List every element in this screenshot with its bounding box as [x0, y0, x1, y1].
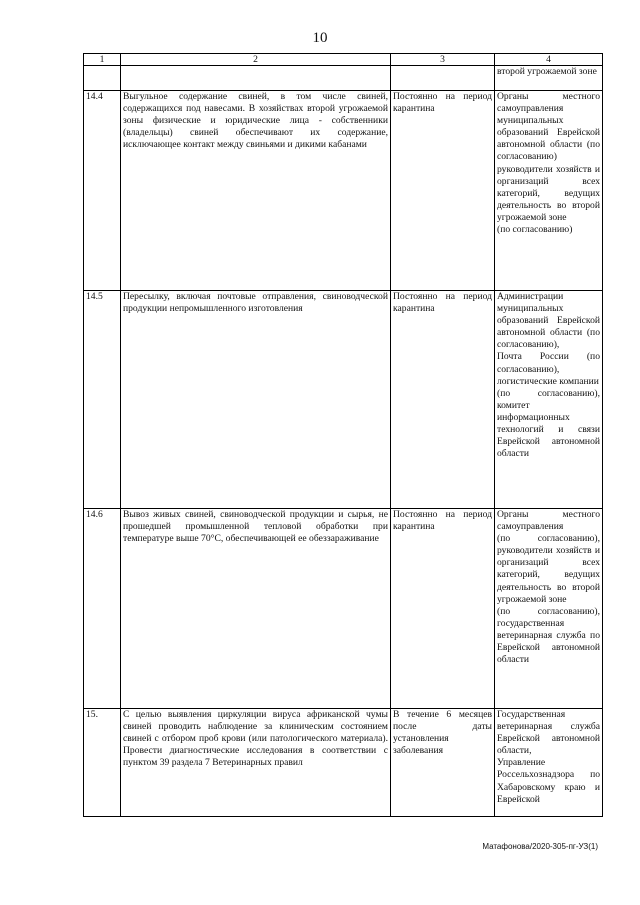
row-responsible: [495, 291, 603, 509]
header-col-4: 4: [495, 54, 603, 66]
responsible-line: Почта России (по согласованию), логистические компании: [497, 351, 600, 387]
page-number: 10: [312, 30, 328, 46]
row-measure: Вывоз живых свиней, свиноводческой продукции и сырья, не прошедшей промышленной тепловой обработки при температуре выше 70°С, обеспечивающей ее обеззараживание: [121, 509, 391, 709]
header-row: [84, 54, 603, 66]
row-number: 14.6: [84, 509, 121, 709]
continuation-responsible: второй угрожаемой зоне: [495, 66, 603, 91]
responsible-line: (по согласованию), руководители хозяйств и организаций всех категорий, ведущих деятельность во второй угрожаемой зоне: [497, 533, 600, 605]
row-number: 14.4: [84, 91, 121, 291]
row-measure: С целью выявления циркуляции вируса африканской чумы свиней проводить наблюдение за клиническим состоянием свиней с отбором проб крови (или патологического материала). Провести диагностические исследования в соответствии с пунктом 39 раздела 7 Ветеринарных правил: [121, 709, 391, 817]
header-col-3: 3: [391, 54, 495, 66]
table-row-continuation: [84, 66, 603, 91]
row-responsible: [495, 709, 603, 817]
table-row: [84, 291, 603, 509]
responsible-line: Администрации муниципальных образований Еврейской автономной области (по согласованию),: [497, 291, 600, 351]
responsible-line: (по согласованию), комитет информационных технологий и связи Еврейской автономной области: [497, 387, 600, 460]
row-measure: Выгульное содержание свиней, в том числе свиней, содержащихся под навесами. В хозяйствах второй угрожаемой зоны физические и юридические лица - собственники (владельцы) свиней обеспечивают их содержание, исключающее контакт между свиньями и дикими кабанами: [121, 91, 391, 291]
table-row: [84, 509, 603, 709]
measures-table: [83, 53, 603, 817]
row-responsible: [495, 509, 603, 709]
row-term: В течение 6 месяцев после даты установления заболевания: [391, 709, 495, 817]
responsible-line: Управление Россельхознадзора по Хабаровскому краю и Еврейской: [497, 757, 600, 805]
responsible-line: руководители хозяйств и организаций всех категорий, ведущих деятельность во второй угрожаемой зоне: [497, 163, 600, 223]
row-number: 15.: [84, 709, 121, 817]
table-row: [84, 91, 603, 291]
responsible-line: Государственная ветеринарная служба Еврейской автономной области,: [497, 709, 600, 757]
responsible-line: (по согласованию): [497, 224, 573, 236]
row-responsible: [495, 91, 603, 291]
header-col-1: 1: [84, 54, 121, 66]
row-term: Постоянно на период карантина: [391, 91, 495, 291]
row-number: 14.5: [84, 291, 121, 509]
row-term: Постоянно на период карантина: [391, 291, 495, 509]
row-measure: Пересылку, включая почтовые отправления, свиноводческой продукции непромышленного изготовления: [121, 291, 391, 509]
header-col-2: 2: [121, 54, 391, 66]
table-row: [84, 709, 603, 817]
responsible-line: (по согласованию), государственная ветеринарная служба по Еврейской автономной области: [497, 605, 600, 666]
responsible-line: Органы местного самоуправления: [497, 509, 600, 533]
row-term: Постоянно на период карантина: [391, 509, 495, 709]
document-code: Матафонова/2020-305-пг-УЗ(1): [482, 842, 598, 851]
responsible-line: Органы местного самоуправления муниципальных образований Еврейской автономной области (по согласованию): [497, 91, 600, 163]
